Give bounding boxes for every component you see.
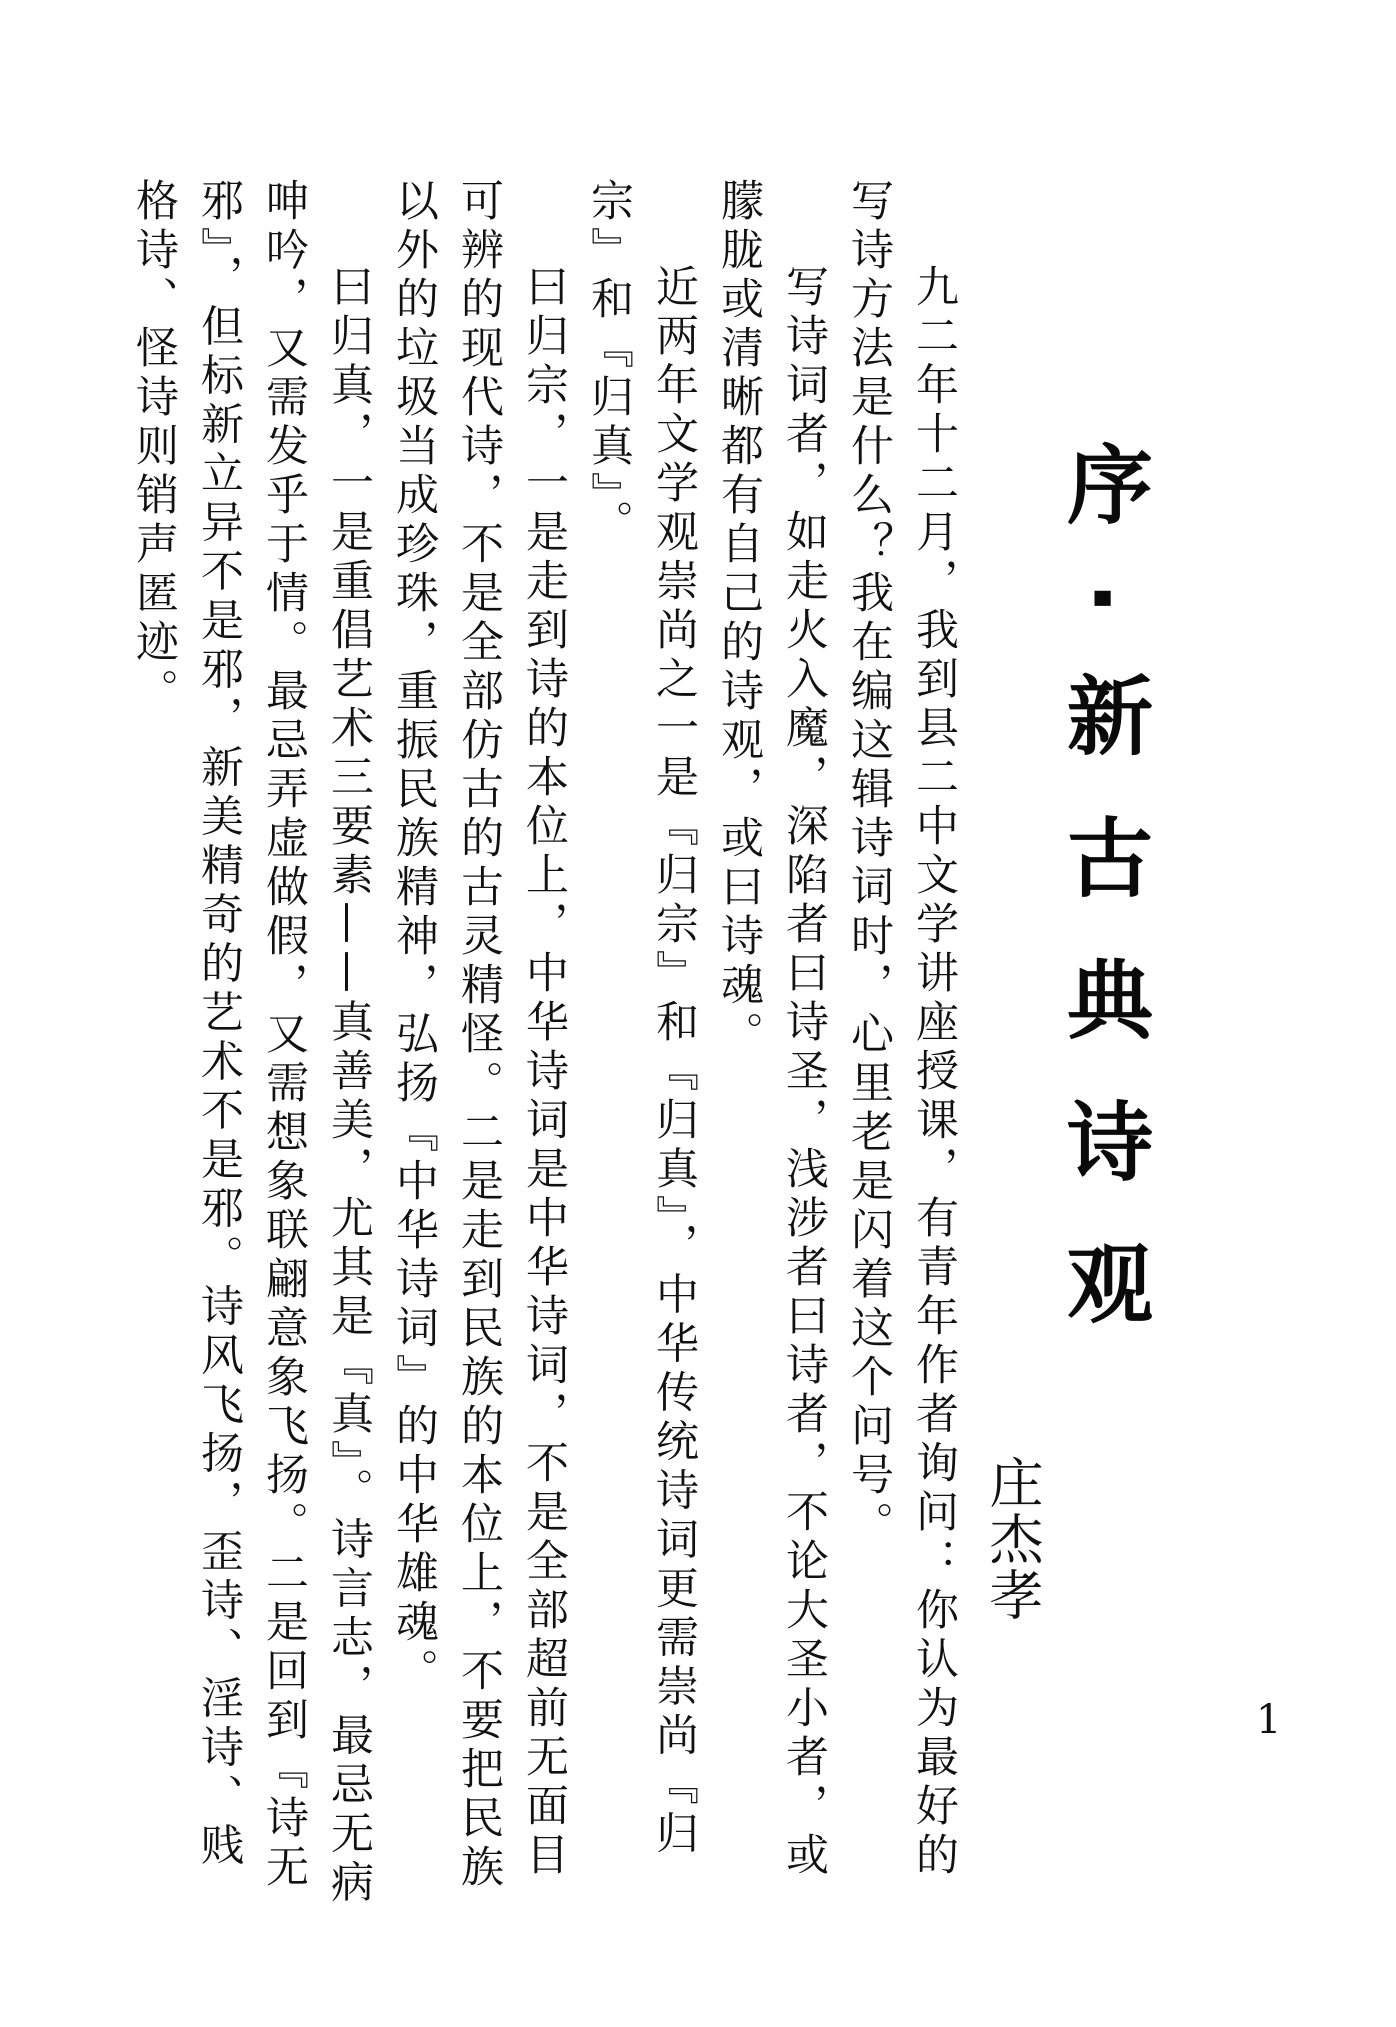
paragraph: 九二年十二月，我到县二中文学讲座授课，有青年作者询问：你认为最好的写诗方法是什么？我在编这辑诗词时，心里老是闪着这个问号。 bbox=[844, 178, 959, 1881]
paragraph: 近两年文学观崇尚之一是『归宗』和『归真』，中华传统诗词更需崇尚『归宗』和『归真』。 bbox=[584, 178, 699, 1860]
paragraph: 写诗词者，如走火入魔，深陷者曰诗圣，浅涉者曰诗者，不论大圣小者，或朦胧或清晰都有自己的诗观，或曰诗魂。 bbox=[714, 178, 829, 1881]
paragraph: 曰归宗，一是走到诗的本位上，中华诗词是中华诗词，不是全部超前无面目可辨的现代诗，不是全部仿古的古灵精怪。二是走到民族的本位上，不要把民族以外的垃圾当成珍珠，重振民族精神，弘扬『中华诗词』的中华雄魂。 bbox=[389, 178, 569, 1893]
paragraph: 曰归真，一是重倡艺术三要素——真善美，尤其是『真』。诗言志，最忌无病呻吟，又需发乎于情。最忌弄虚做假，又需想象联翩意象飞扬。二是回到『诗无邪』，但标新立异不是邪，新美精奇的艺术不是邪。诗风飞扬，歪诗、淫诗、贱格诗、怪诗则销声匿迹。 bbox=[129, 178, 374, 1909]
page-title: 序·新古典诗观 bbox=[1052, 440, 1152, 1381]
author-name: 庄杰孝 bbox=[981, 1455, 1044, 1623]
body-text bbox=[121, 178, 966, 1918]
page-number: 1 bbox=[1256, 1697, 1282, 1743]
